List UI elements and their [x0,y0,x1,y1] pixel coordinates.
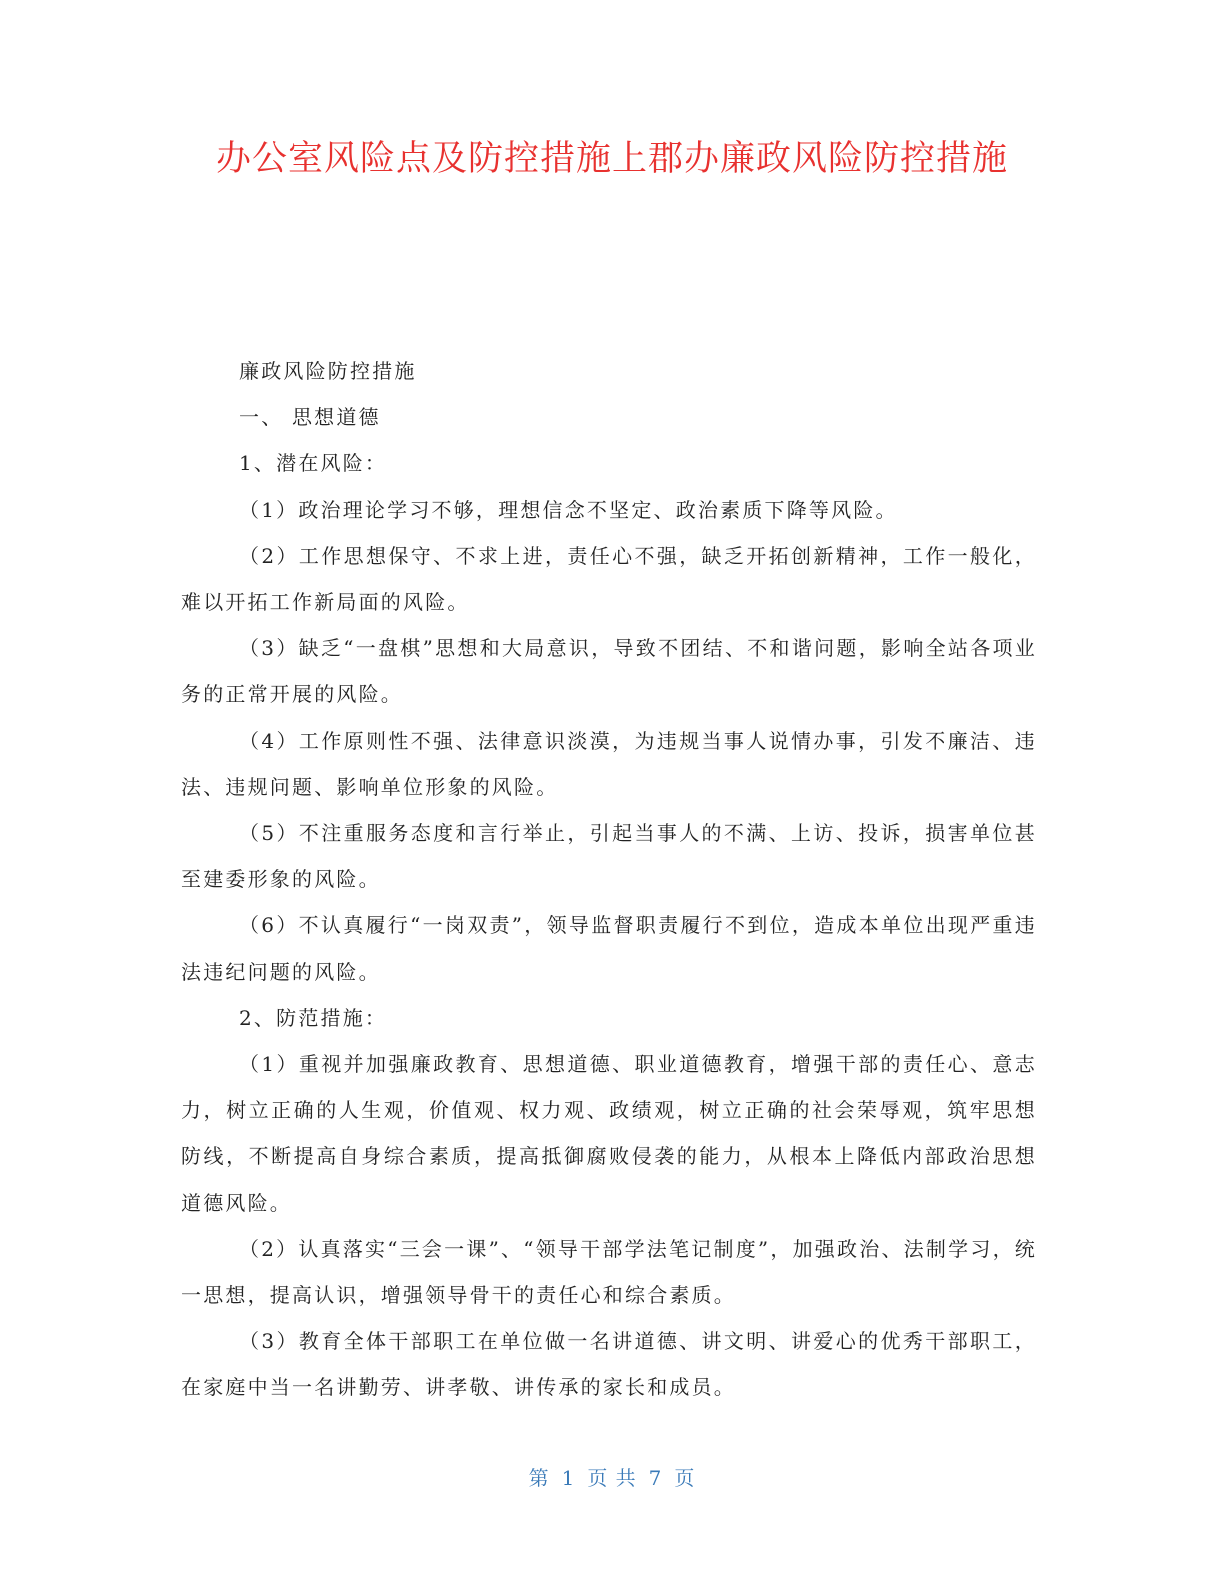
paragraph: （5）不注重服务态度和言行举止，引起当事人的不满、上访、投诉，损害单位甚至建委形象的风险。 [181,821,1037,892]
paragraph: 廉政风险防控措施 [239,359,417,383]
paragraph: （3）缺乏“一盘棋”思想和大局意识，导致不团结、不和谐问题，影响全站各项业务的正常开展的风险。 [181,636,1037,707]
page-label-prefix: 第 [528,1466,550,1490]
paragraph: 2、防范措施： [239,1005,388,1030]
document-title: 办公室风险点及防控措施上郡办廉政风险防控措施 [215,139,1008,179]
page-label-suffix: 页 [674,1466,696,1490]
page-label-mid: 页 共 [587,1466,637,1490]
paragraph: （1）政治理论学习不够，理想信念不坚定、政治素质下降等风险。 [239,497,898,522]
paragraph: 一、 思想道德 [239,405,381,430]
paragraph: （4）工作原则性不强、法律意识淡漠，为违规当事人说情办事，引发不廉洁、违法、违规问题、影响单位形象的风险。 [181,728,1037,799]
total-pages: 7 [648,1466,663,1490]
page-number: 1 [561,1466,576,1490]
paragraph: （6）不认真履行“一岗双责”，领导监督职责履行不到位，造成本单位出现严重违法违纪问题的风险。 [181,913,1037,984]
paragraph: （1）重视并加强廉政教育、思想道德、职业道德教育，增强干部的责任心、意志力，树立正确的人生观，价值观、权力观、政绩观，树立正确的社会荣辱观，筑牢思想防线，不断提高自身综合素质，提高抵御腐败侵袭的能力，从根本上降低内部政治思想道德风险。 [181,1052,1037,1215]
paragraph: （2）认真落实“三会一课”、“领导干部学法笔记制度”，加强政治、法制学习，统一思想，提高认识，增强领导骨干的责任心和综合素质。 [181,1236,1037,1308]
page-footer [0,1462,1224,1491]
paragraph: （3）教育全体干部职工在单位做一名讲道德、讲文明、讲爱心的优秀干部职工，在家庭中当一名讲勤劳、讲孝敬、讲传承的家长和成员。 [181,1329,1037,1400]
paragraph: 1、潜在风险： [239,451,388,476]
document-body [181,348,1037,1411]
paragraph: （2）工作思想保守、不求上进，责任心不强，缺乏开拓创新精神，工作一般化，难以开拓工作新局面的风险。 [181,543,1037,615]
